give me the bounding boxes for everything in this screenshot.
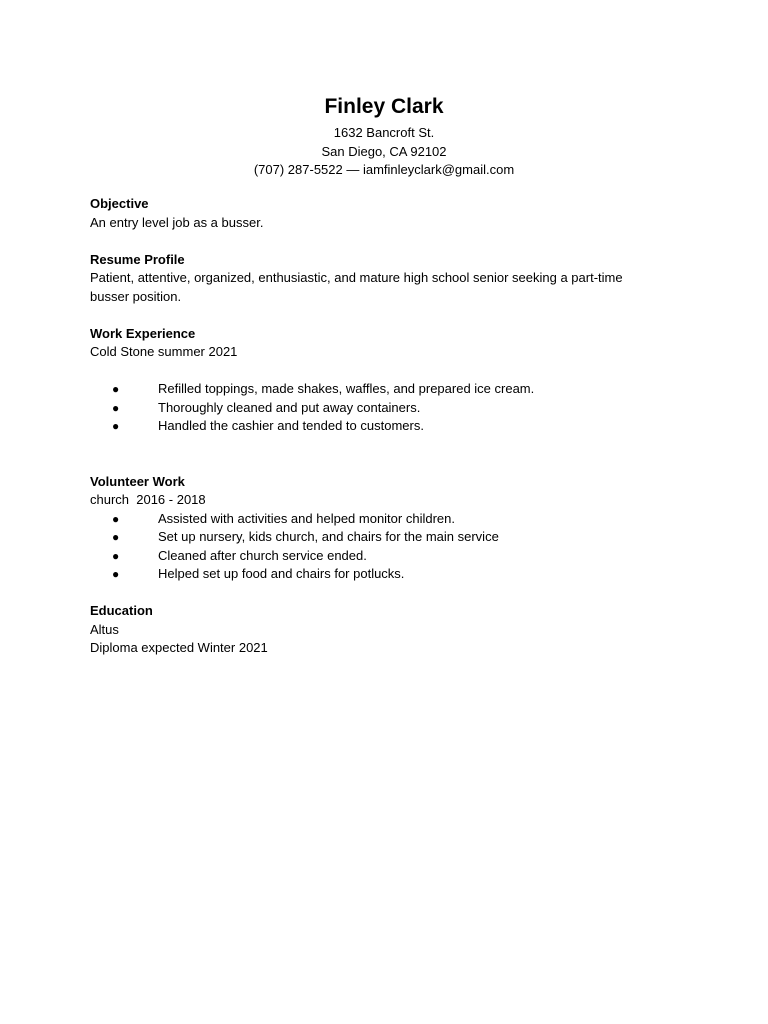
education-heading: Education bbox=[90, 603, 153, 618]
objective-text: An entry level job as a busser. bbox=[90, 214, 264, 230]
bullet-icon: ● bbox=[112, 400, 120, 415]
volunteer-place: church 2016 - 2018 bbox=[90, 492, 206, 507]
objective-heading: Objective bbox=[90, 196, 149, 211]
bullet-icon: ● bbox=[112, 511, 120, 526]
list-item-text: Assisted with activities and helped monitor children. bbox=[158, 510, 455, 526]
education-diploma: Diploma expected Winter 2021 bbox=[90, 640, 268, 655]
education-school: Altus bbox=[90, 621, 119, 637]
list-item-text: Handled the cashier and tended to customers. bbox=[158, 418, 424, 433]
profile-section bbox=[90, 251, 690, 307]
objective-section bbox=[90, 195, 690, 232]
phone-email: (707) 287-5522 — iamfinleyclark@gmail.com bbox=[253, 162, 515, 177]
bullet-icon: ● bbox=[112, 567, 120, 581]
applicant-name: Finley Clark bbox=[324, 95, 444, 118]
work-experience-section bbox=[90, 325, 690, 436]
profile-text-line-1: Patient, attentive, organized, enthusiastic, and mature high school senior seeking a part-time bbox=[90, 270, 623, 285]
list-item bbox=[90, 565, 690, 584]
work-experience-heading: Work Experience bbox=[90, 325, 196, 341]
resume-header bbox=[0, 94, 768, 180]
list-item-text: Refilled toppings, made shakes, waffles, and prepared ice cream. bbox=[158, 381, 535, 396]
street-address: 1632 Bancroft St. bbox=[333, 125, 435, 140]
list-item bbox=[90, 417, 690, 436]
bullet-icon: ● bbox=[112, 530, 120, 544]
list-item-text: Helped set up food and chairs for potlucks. bbox=[158, 566, 405, 581]
list-item bbox=[90, 547, 690, 566]
resume-body bbox=[90, 195, 690, 658]
bullet-icon: ● bbox=[112, 382, 120, 396]
bullet-icon: ● bbox=[112, 548, 120, 563]
work-bullet-list bbox=[90, 380, 690, 436]
profile-text-line-2: busser position. bbox=[90, 288, 182, 304]
section-spacer bbox=[90, 362, 690, 381]
list-item bbox=[90, 380, 690, 399]
list-item bbox=[90, 399, 690, 418]
profile-heading: Resume Profile bbox=[90, 251, 185, 267]
list-item bbox=[90, 528, 690, 547]
section-spacer bbox=[90, 584, 690, 603]
work-job-title: Cold Stone summer 2021 bbox=[90, 344, 238, 359]
volunteer-heading: Volunteer Work bbox=[90, 473, 185, 489]
section-spacer bbox=[90, 306, 690, 325]
city-state-zip: San Diego, CA 92102 bbox=[321, 143, 447, 159]
list-item-text: Set up nursery, kids church, and chairs for the main service bbox=[158, 529, 499, 544]
section-spacer bbox=[90, 232, 690, 251]
list-item bbox=[90, 510, 690, 529]
list-item-text: Cleaned after church service ended. bbox=[158, 547, 367, 563]
list-item-text: Thoroughly cleaned and put away containers. bbox=[158, 399, 421, 415]
volunteer-section bbox=[90, 473, 690, 584]
volunteer-bullet-list bbox=[90, 510, 690, 584]
section-spacer bbox=[90, 436, 690, 473]
education-section bbox=[90, 602, 690, 658]
bullet-icon: ● bbox=[112, 419, 120, 433]
